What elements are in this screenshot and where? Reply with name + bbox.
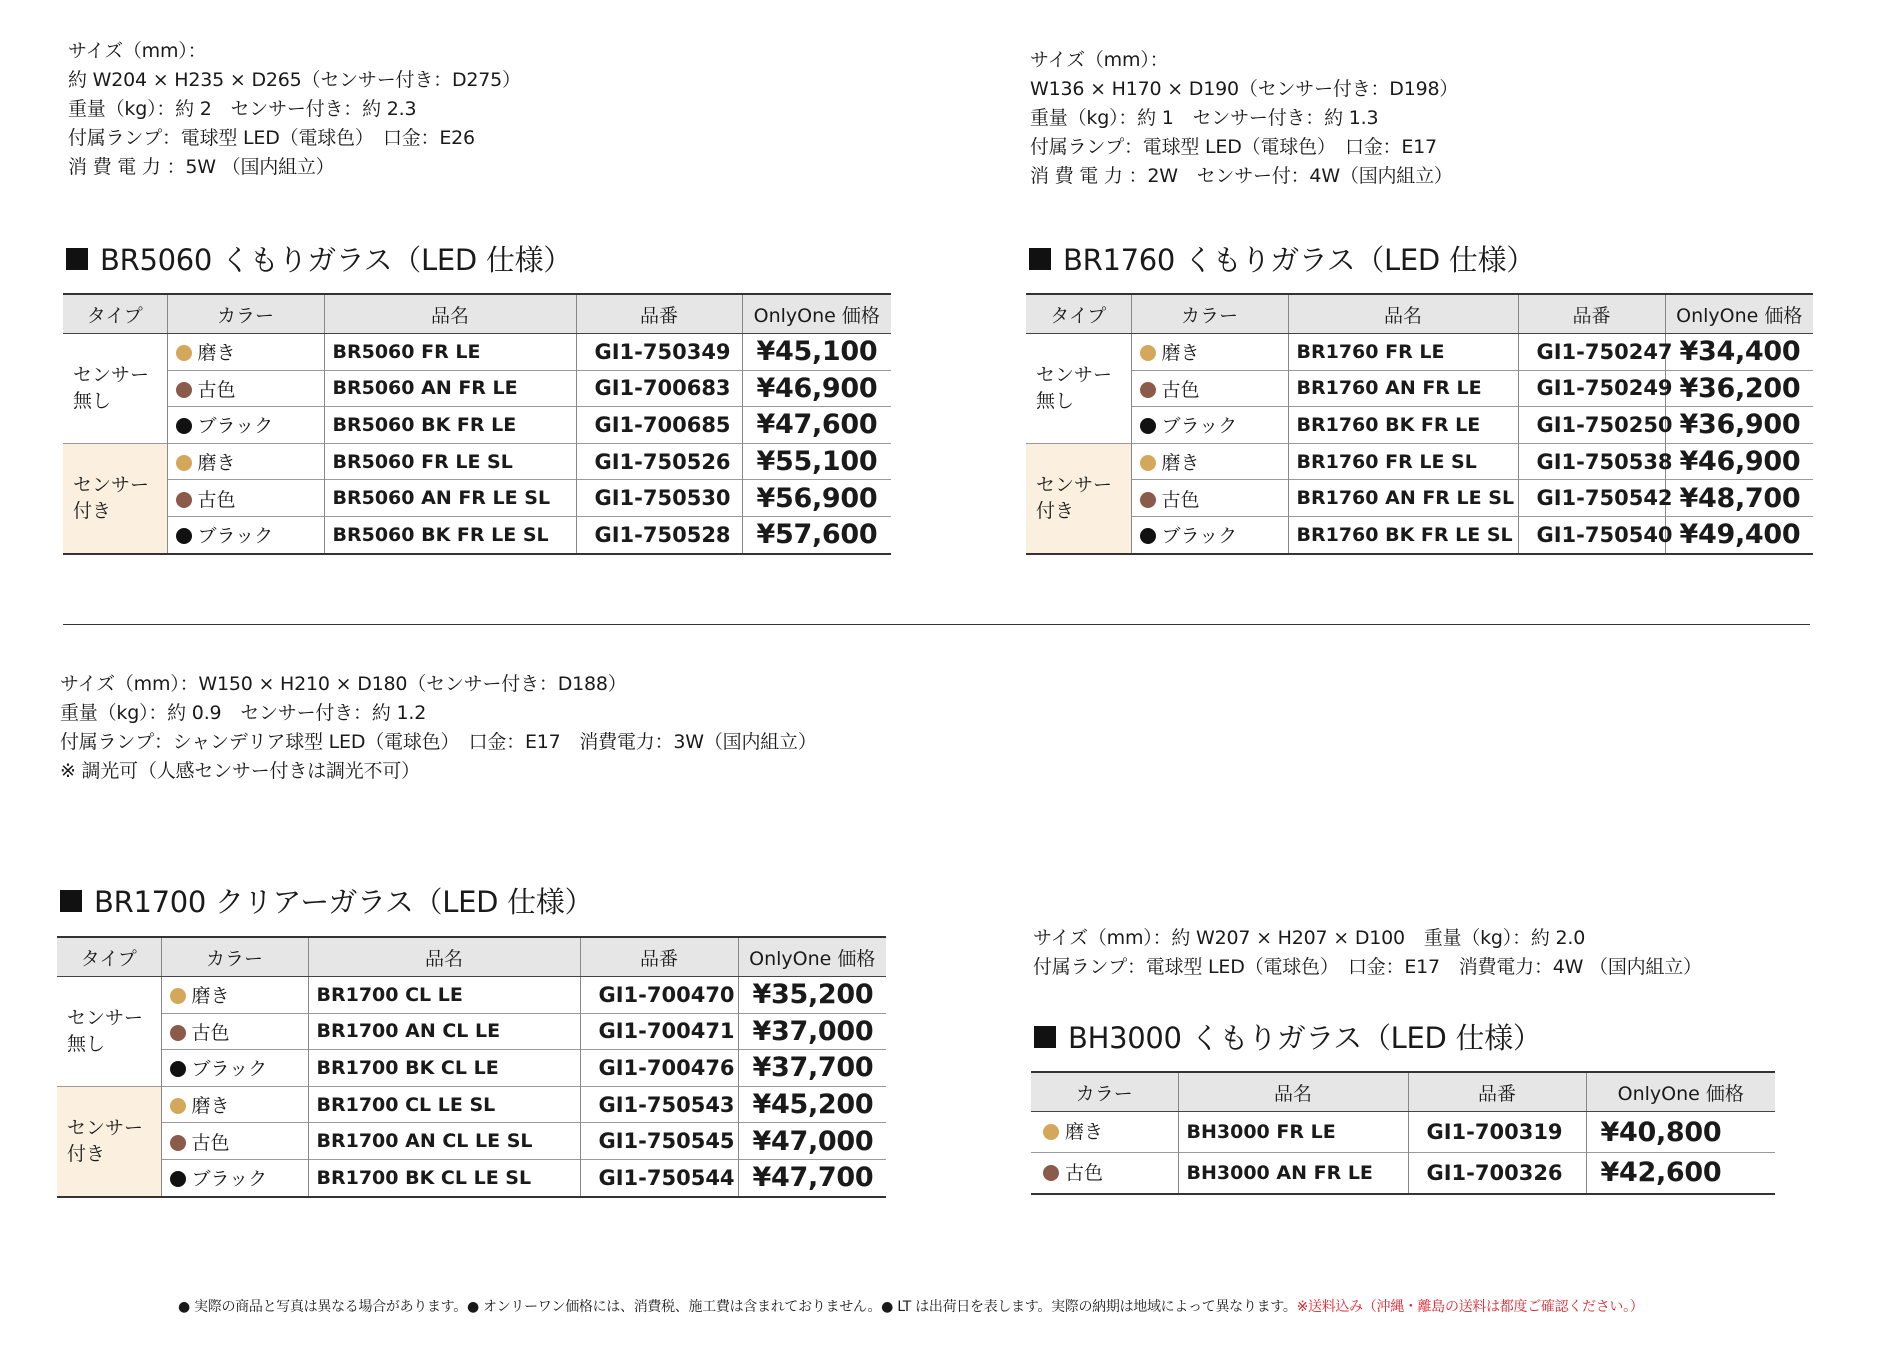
heading-text: BH3000 くもりガラス（LED 仕様）: [1068, 1021, 1542, 1055]
color-label: 古色: [191, 1131, 230, 1154]
product-name: BR1760 AN FR LE: [1288, 370, 1518, 407]
product-price: ¥47,000: [738, 1123, 886, 1160]
type-cell: [63, 334, 167, 444]
table-row: [57, 1159, 886, 1196]
spec-line: 約 W204 × H235 × D265（センサー付き：D275）: [68, 69, 521, 91]
color-cell: [161, 1123, 308, 1160]
color-cell: [1131, 407, 1288, 444]
table-header: [63, 294, 891, 334]
table-row: [1026, 516, 1813, 553]
product-price: ¥46,900: [742, 370, 891, 407]
spec-line: サイズ（mm）：: [1030, 49, 1169, 71]
product-name: BR5060 FR LE SL: [324, 443, 576, 480]
product-name: BR1760 FR LE: [1288, 334, 1518, 371]
br5060-heading: [66, 238, 572, 279]
product-code: GI1-700326: [1408, 1153, 1586, 1194]
product-name: BR5060 FR LE: [324, 334, 576, 371]
table-row: [57, 977, 886, 1014]
product-name: BR1760 AN FR LE SL: [1288, 480, 1518, 517]
color-label: 古色: [191, 1021, 230, 1044]
product-price: ¥55,100: [742, 443, 891, 480]
product-name: BR5060 BK FR LE: [324, 407, 576, 444]
product-price: ¥37,000: [738, 1013, 886, 1050]
color-label: 古色: [1161, 378, 1200, 401]
table-header: [1026, 294, 1813, 334]
color-swatch-icon: [1043, 1165, 1059, 1181]
product-code: GI1-750530: [576, 480, 742, 517]
color-swatch-icon: [176, 345, 192, 361]
color-label: ブラック: [1161, 525, 1238, 548]
header-row: [57, 937, 886, 977]
color-swatch-icon: [176, 418, 192, 434]
table-body: [1031, 1112, 1775, 1194]
color-swatch-icon: [170, 1135, 186, 1151]
table-row: [1026, 370, 1813, 407]
header-row: [1026, 294, 1813, 334]
color-label: 古色: [197, 488, 236, 511]
color-swatch-icon: [170, 1025, 186, 1041]
color-cell: [167, 443, 324, 480]
product-code: GI1-700319: [1408, 1112, 1586, 1153]
br1760-spec: [1030, 46, 1458, 191]
color-swatch-icon: [176, 455, 192, 471]
table-row: [57, 1086, 886, 1123]
product-code: GI1-750349: [576, 334, 742, 371]
color-cell: [167, 370, 324, 407]
product-name: BH3000 FR LE: [1178, 1112, 1408, 1153]
footer-disclaimer: ● 実際の商品と写真は異なる場合があります。● オンリーワン価格には、消費税、施工費は含まれておりません。● LT は出荷日を表します。実際の納期は地域によって異なります。: [178, 1299, 1297, 1315]
type-cell: [57, 1086, 161, 1196]
product-code: GI1-750543: [580, 1086, 738, 1123]
product-name: BR1760 BK FR LE: [1288, 407, 1518, 444]
spec-line: 付属ランプ：電球型 LED（電球色） 口金：E17 消費電力：4W （国内組立）: [1033, 956, 1702, 978]
table-row: [1031, 1112, 1775, 1153]
product-code: GI1-750249: [1518, 370, 1665, 407]
color-label: ブラック: [197, 415, 274, 438]
column-header: タイプ: [1026, 294, 1131, 334]
color-cell: [167, 516, 324, 553]
color-cell: [1031, 1112, 1178, 1153]
color-label: 古色: [1065, 1161, 1104, 1184]
type-label: センサー無し: [73, 364, 150, 413]
table-row: [63, 407, 891, 444]
square-bullet-icon: [66, 248, 88, 270]
spec-line: 付属ランプ：電球型 LED（電球色） 口金：E26: [68, 127, 475, 149]
color-cell: [1131, 370, 1288, 407]
column-header: タイプ: [63, 294, 167, 334]
column-header: カラー: [167, 294, 324, 334]
product-price: ¥36,200: [1665, 370, 1813, 407]
product-price: ¥48,700: [1665, 480, 1813, 517]
color-label: 磨き: [191, 985, 230, 1008]
product-name: BR1760 FR LE SL: [1288, 443, 1518, 480]
product-code: GI1-750247: [1518, 334, 1665, 371]
product-name: BR1760 BK FR LE SL: [1288, 516, 1518, 553]
square-bullet-icon: [1029, 248, 1051, 270]
table-header: [57, 937, 886, 977]
product-code: GI1-750526: [576, 443, 742, 480]
type-cell: [57, 977, 161, 1087]
color-swatch-icon: [176, 528, 192, 544]
product-name: BH3000 AN FR LE: [1178, 1153, 1408, 1194]
column-header: OnlyOne 価格: [742, 294, 891, 334]
square-bullet-icon: [1034, 1026, 1056, 1048]
column-header: 品名: [1288, 294, 1518, 334]
color-label: ブラック: [197, 525, 274, 548]
br1760-table: [1026, 293, 1813, 555]
color-swatch-icon: [170, 988, 186, 1004]
column-header: カラー: [1031, 1072, 1178, 1112]
color-swatch-icon: [176, 492, 192, 508]
product-price: ¥46,900: [1665, 443, 1813, 480]
spec-line: ※ 調光可（人感センサー付きは調光不可）: [60, 760, 420, 782]
footer-notes: [178, 1296, 1644, 1316]
color-swatch-icon: [1140, 492, 1156, 508]
br1760-heading: [1029, 238, 1535, 279]
footer-shipping-note: ※送料込み（沖縄・離島の送料は都度ご確認ください。）: [1296, 1299, 1644, 1315]
product-code: GI1-750540: [1518, 516, 1665, 553]
column-header: カラー: [1131, 294, 1288, 334]
color-cell: [167, 480, 324, 517]
square-bullet-icon: [60, 890, 82, 912]
color-label: 磨き: [1161, 342, 1200, 365]
product-name: BR1700 BK CL LE SL: [308, 1159, 580, 1196]
spec-line: 付属ランプ：シャンデリア球型 LED（電球色） 口金：E17 消費電力：3W（国内組立）: [60, 731, 817, 753]
column-header: 品番: [580, 937, 738, 977]
type-label: センサー無し: [67, 1007, 144, 1056]
product-name: BR1700 BK CL LE: [308, 1050, 580, 1087]
product-name: BR1700 AN CL LE SL: [308, 1123, 580, 1160]
table-body: [57, 977, 886, 1197]
type-label: センサー付き: [1036, 474, 1113, 523]
color-cell: [1131, 480, 1288, 517]
color-cell: [161, 1050, 308, 1087]
br1700-heading: [60, 880, 593, 921]
spec-line: 重量（kg）：約 0.9 センサー付き：約 1.2: [60, 702, 427, 724]
column-header: OnlyOne 価格: [738, 937, 886, 977]
color-cell: [1131, 334, 1288, 371]
br5060-table: [63, 293, 891, 555]
product-price: ¥35,200: [738, 977, 886, 1014]
table-row: [1026, 443, 1813, 480]
product-code: GI1-700683: [576, 370, 742, 407]
product-price: ¥36,900: [1665, 407, 1813, 444]
color-label: ブラック: [1161, 415, 1238, 438]
spec-line: W136 × H170 × D190（センサー付き：D198）: [1030, 78, 1459, 100]
color-label: ブラック: [191, 1168, 268, 1191]
spec-line: サイズ（mm）：W150 × H210 × D180（センサー付き：D188）: [60, 673, 627, 695]
color-cell: [161, 1013, 308, 1050]
color-swatch-icon: [170, 1098, 186, 1114]
color-cell: [161, 1159, 308, 1196]
product-price: ¥45,200: [738, 1086, 886, 1123]
product-code: GI1-700685: [576, 407, 742, 444]
spec-line: 消 費 電 力 ：5W （国内組立）: [68, 156, 335, 178]
product-price: ¥40,800: [1586, 1112, 1775, 1153]
product-code: GI1-750538: [1518, 443, 1665, 480]
bh3000-table: [1031, 1071, 1775, 1195]
column-header: OnlyOne 価格: [1665, 294, 1813, 334]
product-price: ¥42,600: [1586, 1153, 1775, 1194]
product-code: GI1-750250: [1518, 407, 1665, 444]
product-code: GI1-700471: [580, 1013, 738, 1050]
column-header: タイプ: [57, 937, 161, 977]
heading-text: BR1760 くもりガラス（LED 仕様）: [1063, 243, 1535, 277]
product-price: ¥49,400: [1665, 516, 1813, 553]
type-label: センサー付き: [73, 474, 150, 523]
product-name: BR5060 AN FR LE SL: [324, 480, 576, 517]
color-cell: [1131, 516, 1288, 553]
spec-line: サイズ（mm）：: [68, 40, 207, 62]
table-body: [1026, 334, 1813, 554]
type-label: センサー無し: [1036, 364, 1113, 413]
table-row: [63, 334, 891, 371]
type-cell: [1026, 334, 1131, 444]
product-code: GI1-700476: [580, 1050, 738, 1087]
color-swatch-icon: [170, 1061, 186, 1077]
color-cell: [1031, 1153, 1178, 1194]
table-row: [63, 370, 891, 407]
color-swatch-icon: [1140, 382, 1156, 398]
color-label: 磨き: [1161, 452, 1200, 475]
color-cell: [1131, 443, 1288, 480]
column-header: 品番: [576, 294, 742, 334]
product-price: ¥56,900: [742, 480, 891, 517]
product-price: ¥45,100: [742, 334, 891, 371]
type-cell: [1026, 443, 1131, 553]
color-swatch-icon: [176, 382, 192, 398]
color-cell: [161, 1086, 308, 1123]
color-cell: [167, 334, 324, 371]
color-label: 古色: [197, 378, 236, 401]
header-row: [63, 294, 891, 334]
column-header: 品番: [1518, 294, 1665, 334]
header-row: [1031, 1072, 1775, 1112]
column-header: カラー: [161, 937, 308, 977]
color-label: ブラック: [191, 1058, 268, 1081]
color-swatch-icon: [1140, 418, 1156, 434]
table-row: [1026, 480, 1813, 517]
heading-text: BR5060 くもりガラス（LED 仕様）: [100, 243, 572, 277]
color-swatch-icon: [1140, 345, 1156, 361]
product-name: BR1700 CL LE: [308, 977, 580, 1014]
table-row: [63, 443, 891, 480]
color-swatch-icon: [1043, 1124, 1059, 1140]
table-row: [57, 1123, 886, 1160]
product-name: BR1700 CL LE SL: [308, 1086, 580, 1123]
spec-line: 重量（kg）：約 2 センサー付き：約 2.3: [68, 98, 417, 120]
product-code: GI1-750542: [1518, 480, 1665, 517]
color-swatch-icon: [1140, 455, 1156, 471]
br1700-spec: [60, 670, 817, 786]
table-row: [1026, 334, 1813, 371]
color-label: 磨き: [197, 342, 236, 365]
section-divider: [63, 624, 1810, 625]
product-name: BR1700 AN CL LE: [308, 1013, 580, 1050]
color-label: 磨き: [191, 1095, 230, 1118]
table-body: [63, 334, 891, 554]
column-header: 品名: [324, 294, 576, 334]
bh3000-spec: [1033, 924, 1702, 982]
type-label: センサー付き: [67, 1117, 144, 1166]
color-label: 古色: [1161, 488, 1200, 511]
color-swatch-icon: [1140, 528, 1156, 544]
table-row: [63, 480, 891, 517]
column-header: 品番: [1408, 1072, 1586, 1112]
column-header: 品名: [308, 937, 580, 977]
br1700-table: [57, 936, 886, 1198]
table-row: [1026, 407, 1813, 444]
column-header: 品名: [1178, 1072, 1408, 1112]
br5060-spec: [68, 37, 521, 182]
spec-line: 付属ランプ：電球型 LED（電球色） 口金：E17: [1030, 136, 1437, 158]
product-code: GI1-700470: [580, 977, 738, 1014]
table-row: [57, 1013, 886, 1050]
product-code: GI1-750545: [580, 1123, 738, 1160]
color-label: 磨き: [1065, 1121, 1104, 1143]
product-name: BR5060 BK FR LE SL: [324, 516, 576, 553]
product-code: GI1-750544: [580, 1159, 738, 1196]
color-cell: [161, 977, 308, 1014]
product-price: ¥47,600: [742, 407, 891, 444]
product-name: BR5060 AN FR LE: [324, 370, 576, 407]
spec-line: サイズ（mm）：約 W207 × H207 × D100 重量（kg）：約 2.0: [1033, 927, 1586, 949]
color-swatch-icon: [170, 1171, 186, 1187]
product-price: ¥37,700: [738, 1050, 886, 1087]
color-cell: [167, 407, 324, 444]
spec-line: 消 費 電 力 ：2W センサー付：4W（国内組立）: [1030, 165, 1453, 187]
spec-line: 重量（kg）：約 1 センサー付き：約 1.3: [1030, 107, 1379, 129]
table-row: [1031, 1153, 1775, 1194]
type-cell: [63, 443, 167, 553]
product-price: ¥34,400: [1665, 334, 1813, 371]
table-header: [1031, 1072, 1775, 1112]
column-header: OnlyOne 価格: [1586, 1072, 1775, 1112]
product-price: ¥57,600: [742, 516, 891, 553]
product-price: ¥47,700: [738, 1159, 886, 1196]
heading-text: BR1700 クリアーガラス（LED 仕様）: [94, 885, 594, 919]
bh3000-heading: [1034, 1016, 1542, 1057]
table-row: [63, 516, 891, 553]
color-label: 磨き: [197, 452, 236, 475]
table-row: [57, 1050, 886, 1087]
product-code: GI1-750528: [576, 516, 742, 553]
